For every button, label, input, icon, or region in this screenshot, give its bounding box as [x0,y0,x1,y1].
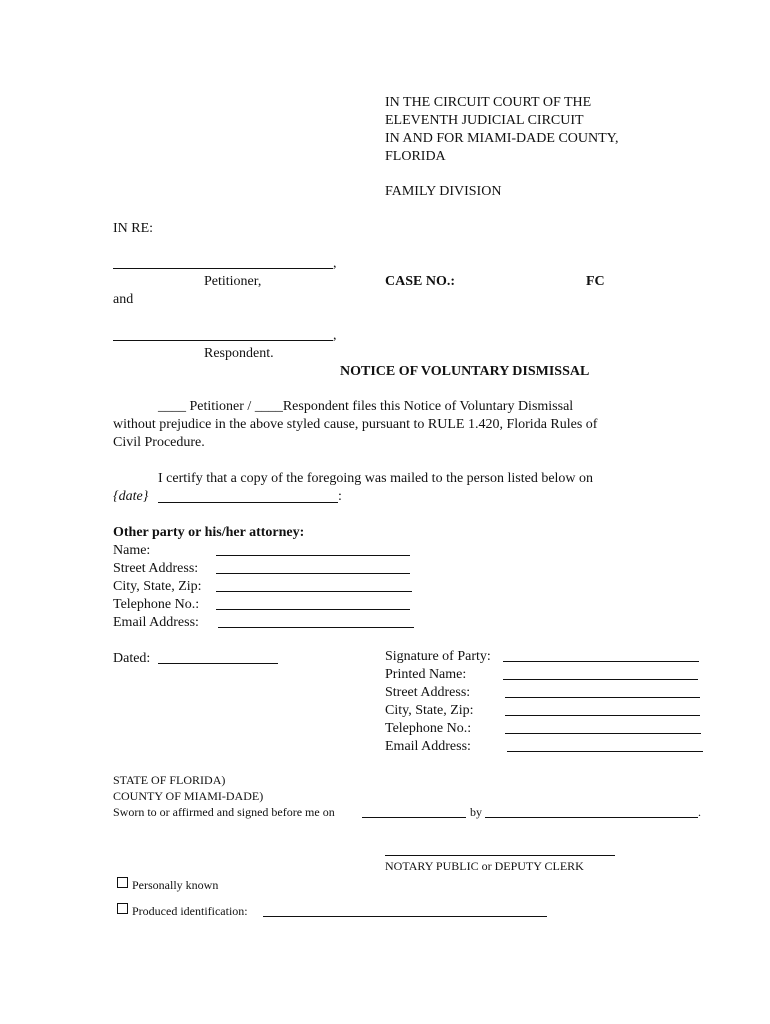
personally-known-checkbox[interactable] [117,877,128,888]
notary-county: COUNTY OF MIAMI-DADE) [113,789,264,803]
personally-known-label: Personally known [132,878,219,892]
produced-id-checkbox[interactable] [117,903,128,914]
notary-state: STATE OF FLORIDA) [113,773,226,787]
respondent-name-line[interactable] [113,340,333,341]
and-label: and [113,292,134,307]
petitioner-name-line[interactable] [113,268,333,269]
other-party-street-line[interactable] [216,573,410,574]
other-party-city-line[interactable] [216,591,412,592]
respondent-label: Respondent. [204,346,274,361]
printed-name-line[interactable] [503,679,698,680]
produced-id-line[interactable] [263,916,547,917]
court-header-line-1: IN THE CIRCUIT COURT OF THE [385,95,592,110]
other-party-phone-label: Telephone No.: [113,597,200,612]
signature-label: Signature of Party: [385,649,491,664]
case-no-suffix: FC [586,274,605,289]
court-header-line-2: ELEVENTH JUDICIAL CIRCUIT [385,113,584,128]
notary-sworn-label: Sworn to or affirmed and signed before me on [113,805,335,819]
in-re-label: IN RE: [113,221,154,236]
sig-street-label: Street Address: [385,685,471,700]
produced-id-label: Produced identification: [132,904,248,918]
case-no-label: CASE NO.: [385,274,456,289]
printed-name-label: Printed Name: [385,667,467,682]
other-party-name-line[interactable] [216,555,410,556]
notice-body-line-2: without prejudice in the above styled cause, pursuant to RULE 1.420, Florida Rules of [113,417,598,432]
sig-phone-line[interactable] [505,733,701,734]
sig-email-label: Email Address: [385,739,471,754]
other-party-phone-line[interactable] [216,609,410,610]
dated-label: Dated: [113,651,151,666]
notary-title: NOTARY PUBLIC or DEPUTY CLERK [385,859,584,873]
sig-email-line[interactable] [507,751,703,752]
notary-date-line[interactable] [362,817,466,818]
other-party-email-label: Email Address: [113,615,199,630]
sig-city-line[interactable] [505,715,700,716]
other-party-heading: Other party or his/her attorney: [113,525,305,540]
other-party-name-label: Name: [113,543,151,558]
court-header-line-4: FLORIDA [385,149,446,164]
petitioner-comma: , [333,256,337,271]
certify-date-line[interactable] [158,502,338,503]
sig-city-label: City, State, Zip: [385,703,474,718]
notary-by-label: by [470,805,482,819]
other-party-email-line[interactable] [218,627,414,628]
certify-colon: : [338,489,342,504]
dated-line[interactable] [158,663,278,664]
respondent-comma: , [333,328,337,343]
court-header-line-3: IN AND FOR MIAMI-DADE COUNTY, [385,131,619,146]
sig-phone-label: Telephone No.: [385,721,472,736]
notice-title: NOTICE OF VOLUNTARY DISMISSAL [340,364,590,379]
other-party-street-label: Street Address: [113,561,199,576]
court-division: FAMILY DIVISION [385,184,502,199]
petitioner-label: Petitioner, [204,274,262,289]
notary-by-line[interactable] [485,817,698,818]
certify-line-1: I certify that a copy of the foregoing was mailed to the person listed below on [158,471,594,486]
notice-body-line-3: Civil Procedure. [113,435,205,450]
notary-period: . [698,805,701,819]
notice-party-line: ____ Petitioner / ____Respondent files this Notice of Voluntary Dismissal [158,399,574,414]
other-party-city-label: City, State, Zip: [113,579,202,594]
certify-date-label: {date} [113,489,149,504]
signature-line[interactable] [503,661,699,662]
notary-signature-line[interactable] [385,855,615,856]
sig-street-line[interactable] [505,697,700,698]
